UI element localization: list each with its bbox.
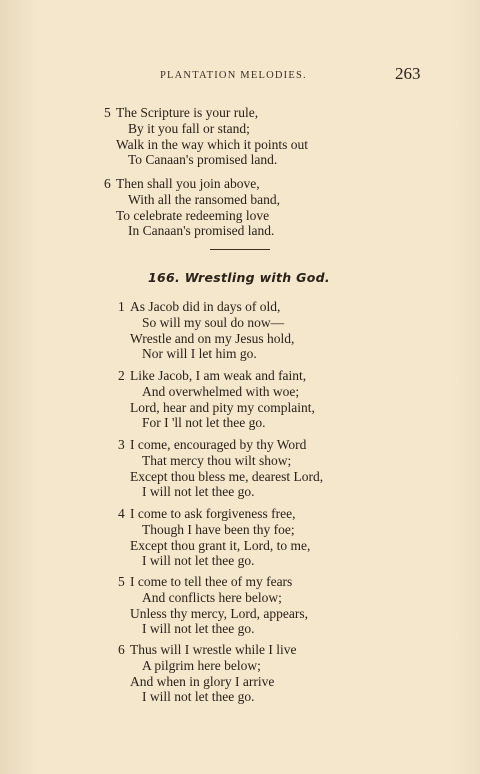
stanza-line: Unless thy mercy, Lord, appears, [130,605,308,621]
stanza-line: So will my soul do now— [142,314,285,330]
stanza-line: That mercy thou wilt show; [142,452,292,468]
stanza-line: I will not let thee go. [142,621,255,637]
stanza-line: 6 Then shall you join above, [104,176,260,191]
running-head: PLANTATION MELODIES. [160,70,307,81]
stanza-number: 5 [118,574,125,589]
stanza-line: Lord, hear and pity my complaint, [130,399,315,415]
stanza-line: 6 Thus will I wrestle while I live [118,642,297,657]
page-number: 263 [395,64,421,83]
stanza-line: I will not let thee go. [142,689,255,705]
hymn-title: 166. Wrestling with God. [148,270,330,285]
stanza-line: Wrestle and on my Jesus hold, [130,330,295,346]
stanza-line: 2 Like Jacob, I am weak and faint, [118,368,307,383]
stanza-line: 1 As Jacob did in days of old, [118,299,281,314]
stanza-line: 5 The Scripture is your rule, [104,105,259,120]
stanza-number: 4 [118,506,125,521]
stanza-line: To Canaan's promised land. [128,152,278,168]
stanza-line: A pilgrim here below; [142,657,261,673]
stanza-line: And when in glory I arrive [130,673,275,689]
stanza-line: Except thou bless me, dearest Lord, [130,468,324,484]
stanza-number: 2 [118,368,125,383]
stanza-line: 5 I come to tell thee of my fears [118,574,293,589]
stanza-line: I will not let thee go. [142,484,255,500]
stanza-number: 5 [104,105,111,120]
stanza-line: 3 I come, encouraged by thy Word [118,437,307,452]
stanza-number: 3 [118,437,125,452]
section-divider [210,249,270,250]
prev-stanza-6 [104,176,280,239]
hymn-stanza-6 [118,642,296,705]
stanza-line: With all the ransomed band, [128,191,281,207]
stanza-number: 6 [118,642,125,657]
stanza-line: Walk in the way which it points out [116,136,309,152]
stanza-line: And conflicts here below; [142,589,282,605]
hymn-stanza-1 [118,299,294,362]
stanza-line: Nor will I let him go. [142,346,257,362]
stanza-line: To celebrate redeeming love [116,207,270,223]
stanza-number: 6 [104,176,111,191]
stanza-line: 4 I come to ask forgiveness free, [118,506,296,521]
hymn-stanza-3 [118,437,323,500]
stanza-line: By it you fall or stand; [128,120,250,136]
prev-stanza-5 [104,105,308,168]
hymn-stanza-5 [118,574,308,637]
hymn-stanza-2 [118,368,315,431]
stanza-line: Except thou grant it, Lord, to me, [130,537,311,553]
stanza-line: For I 'll not let thee go. [142,415,266,431]
stanza-line: Though I have been thy foe; [142,521,295,537]
stanza-line: And overwhelmed with woe; [142,383,300,399]
stanza-number: 1 [118,299,125,314]
stanza-line: In Canaan's promised land. [128,223,275,239]
stanza-line: I will not let thee go. [142,553,255,569]
hymn-stanza-4 [118,506,310,569]
